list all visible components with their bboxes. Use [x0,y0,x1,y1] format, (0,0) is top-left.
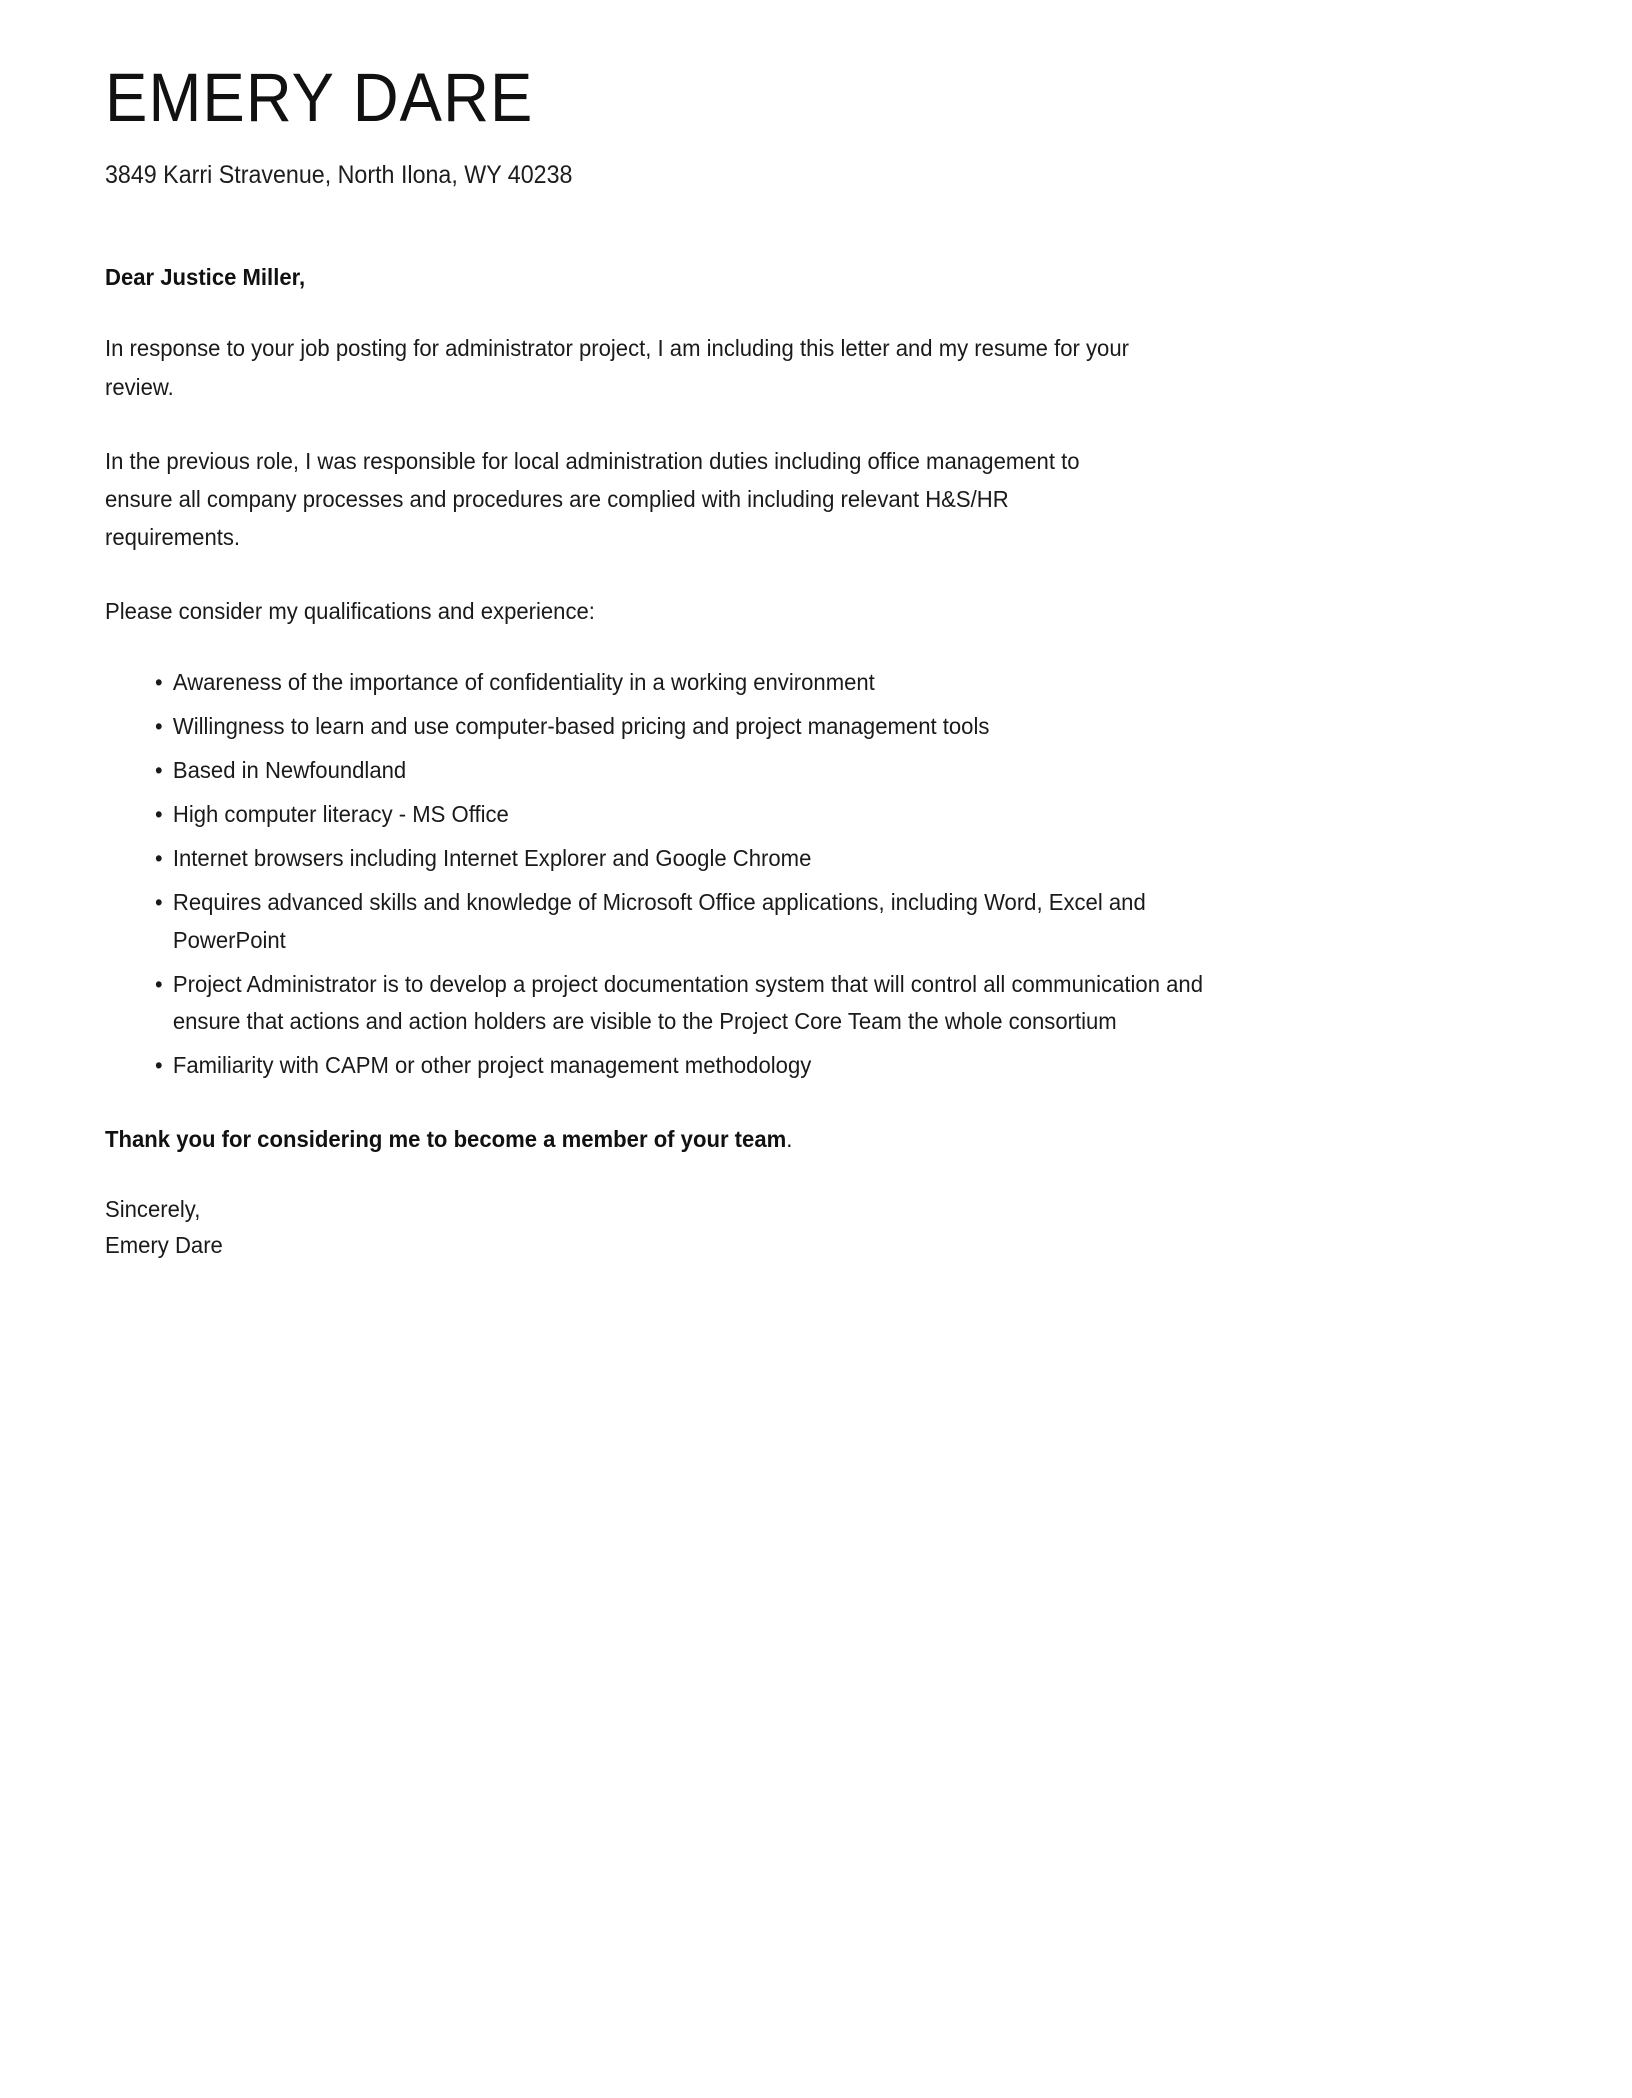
sign-off-text: Sincerely, [105,1196,201,1223]
body-paragraph-2: In the previous role, I was responsible for local administration duties including office management to ensure all company processes and procedures are complied with including relevant H&S/HR requirements. [105,447,1080,550]
list-item: • Awareness of the importance of confidentiality in a working environment [155,664,1245,701]
list-item: • Familiarity with CAPM or other project management methodology [155,1047,1245,1084]
thank-you-text: Thank you for considering me to become a member of your team [105,1126,787,1153]
salutation: Dear Justice Miller, [105,264,306,291]
body-paragraph-1: In response to your job posting for administrator project, I am including this letter and my resume for your review. [105,335,1129,400]
page-title: EMERY DARE [105,59,534,136]
thank-you-period: . [786,1126,793,1153]
list-item: • High computer literacy - MS Office [155,796,1245,833]
letter-content [105,0,1535,1264]
letter-body [105,190,1500,1263]
thank-you-line [105,1126,1416,1153]
list-item: • Willingness to learn and use computer-based pricing and project management tools [155,708,1245,745]
signature-block [105,1191,1416,1264]
list-item: • Requires advanced skills and knowledge of Microsoft Office applications, including Word, Excel and PowerPoint [155,884,1245,958]
list-item: • Project Administrator is to develop a project documentation system that will control all communication and ensure that actions and action holders are visible to the Project Core Team the whole consortium [155,966,1245,1040]
qualifications-list [105,664,1315,1084]
list-item: • Internet browsers including Internet Explorer and Google Chrome [155,840,1245,877]
address-line: 3849 Karri Stravenue, North Ilona, WY 40238 [105,161,573,190]
qualifications-intro: Please consider my qualifications and experience: [105,597,595,624]
list-item: • Based in Newfoundland [155,752,1245,789]
signature-name: Emery Dare [105,1232,223,1259]
